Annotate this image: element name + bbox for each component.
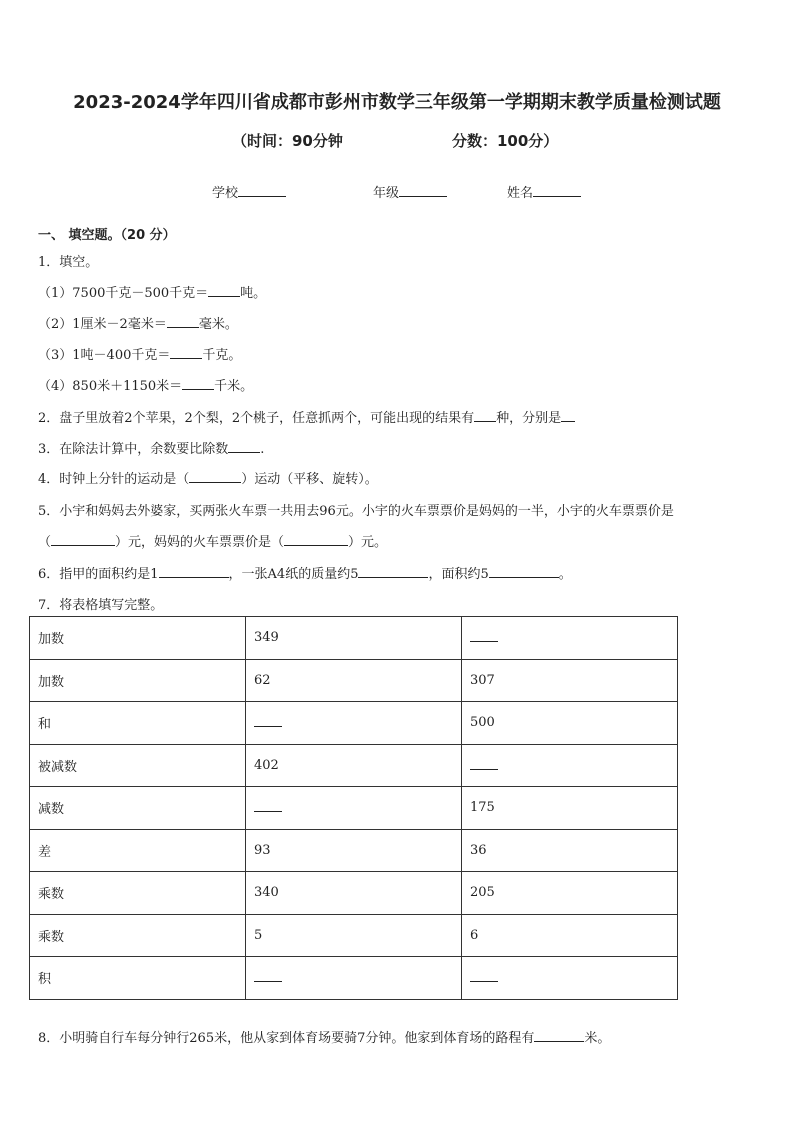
answer-blank[interactable] xyxy=(358,565,428,578)
grade-blank[interactable] xyxy=(399,184,447,197)
table-cell: 36 xyxy=(462,829,678,872)
name-field xyxy=(507,182,581,201)
question-1-2: （2）1厘米－2毫米＝ 毫米。 xyxy=(38,317,238,332)
question-5: 5．小宇和妈妈去外婆家，买两张火车票一共用去96元。小宇的火车票票价是妈妈的一半，小宇的火车票票价是 xyxy=(38,504,674,519)
answer-blank[interactable] xyxy=(159,565,229,578)
table-cell: 175 xyxy=(462,787,678,830)
table-row xyxy=(30,659,678,702)
table-cell[interactable] xyxy=(462,957,678,1000)
document-title: 2023-2024学年四川省成都市彭州市数学三年级第一学期期末教学质量检测试题 xyxy=(73,92,721,113)
answer-blank[interactable] xyxy=(208,284,240,297)
answer-blank[interactable] xyxy=(51,533,115,546)
table-row xyxy=(30,914,678,957)
table-cell: 5 xyxy=(246,914,462,957)
table-row xyxy=(30,617,678,660)
answer-blank[interactable] xyxy=(470,757,498,770)
school-label: 学校 xyxy=(212,186,239,201)
grade-label: 年级 xyxy=(373,186,400,201)
question-7: 7．将表格填写完整。 xyxy=(38,598,164,613)
question-2: 2．盘子里放着2个苹果，2个梨，2个桃子，任意抓两个，可能出现的结果有 种，分别是 xyxy=(38,407,575,426)
table-cell[interactable] xyxy=(462,617,678,660)
question-1-3: （3）1吨－400千克＝ 千克。 xyxy=(38,348,242,363)
table-cell: 6 xyxy=(462,914,678,957)
answer-blank[interactable] xyxy=(254,799,282,812)
table-row-label: 和 xyxy=(30,702,246,745)
answer-blank[interactable] xyxy=(254,969,282,982)
question-4: 4．时钟上分针的运动是（ ）运动（平移、旋转）。 xyxy=(38,472,378,487)
table-cell: 340 xyxy=(246,872,462,915)
name-blank[interactable] xyxy=(533,184,581,197)
name-label: 姓名 xyxy=(507,186,534,201)
time-limit: （时间：90分钟 xyxy=(232,132,343,150)
total-score: 分数：100分） xyxy=(452,132,559,150)
table-cell: 205 xyxy=(462,872,678,915)
table-row xyxy=(30,744,678,787)
table-row-label: 差 xyxy=(30,829,246,872)
question-8: 8．小明骑自行车每分钟行265米，他从家到体育场要骑7分钟。他家到体育场的路程有 米。 xyxy=(38,1031,611,1046)
table-row-label: 加数 xyxy=(30,617,246,660)
answer-blank[interactable] xyxy=(489,565,559,578)
grade-field xyxy=(373,182,447,201)
table-row-label: 乘数 xyxy=(30,872,246,915)
question-3: 3．在除法计算中，余数要比除数 . xyxy=(38,442,265,457)
table-cell[interactable] xyxy=(246,702,462,745)
question-1-4: （4）850米＋1150米＝ 千米。 xyxy=(38,379,254,394)
answer-blank[interactable] xyxy=(228,440,260,453)
table-row-label: 乘数 xyxy=(30,914,246,957)
table-row-label: 被减数 xyxy=(30,744,246,787)
table-cell[interactable] xyxy=(246,787,462,830)
school-field xyxy=(212,182,286,201)
answer-blank[interactable] xyxy=(470,629,498,642)
answer-blank[interactable] xyxy=(534,1029,584,1042)
question-5-cont: （ ）元，妈妈的火车票票价是（ ）元。 xyxy=(38,535,388,550)
answer-blank[interactable] xyxy=(474,409,496,422)
table-cell: 93 xyxy=(246,829,462,872)
fill-table xyxy=(29,616,678,1000)
answer-blank[interactable] xyxy=(189,470,241,483)
question-1: 1．填空。 xyxy=(38,255,99,270)
answer-blank[interactable] xyxy=(561,409,575,422)
answer-blank[interactable] xyxy=(284,533,348,546)
question-6: 6．指甲的面积约是1 ，一张A4纸的质量约5 ，面积约5 。 xyxy=(38,567,572,582)
table-cell: 307 xyxy=(462,659,678,702)
table-row xyxy=(30,829,678,872)
table-row xyxy=(30,957,678,1000)
table-cell: 500 xyxy=(462,702,678,745)
table-row-label: 减数 xyxy=(30,787,246,830)
table-row xyxy=(30,872,678,915)
table-cell[interactable] xyxy=(246,957,462,1000)
table-cell[interactable] xyxy=(462,744,678,787)
question-1-1: （1）7500千克－500千克＝ 吨。 xyxy=(38,286,267,301)
table-cell: 349 xyxy=(246,617,462,660)
school-blank[interactable] xyxy=(238,184,286,197)
table-row xyxy=(30,787,678,830)
table-row xyxy=(30,702,678,745)
answer-blank[interactable] xyxy=(470,969,498,982)
table-cell: 62 xyxy=(246,659,462,702)
answer-blank[interactable] xyxy=(182,377,214,390)
table-row-label: 积 xyxy=(30,957,246,1000)
answer-blank[interactable] xyxy=(254,714,282,727)
table-cell: 402 xyxy=(246,744,462,787)
section-heading: 一、 填空题。（20 分） xyxy=(38,228,176,243)
table-row-label: 加数 xyxy=(30,659,246,702)
answer-blank[interactable] xyxy=(170,346,202,359)
answer-blank[interactable] xyxy=(167,315,199,328)
